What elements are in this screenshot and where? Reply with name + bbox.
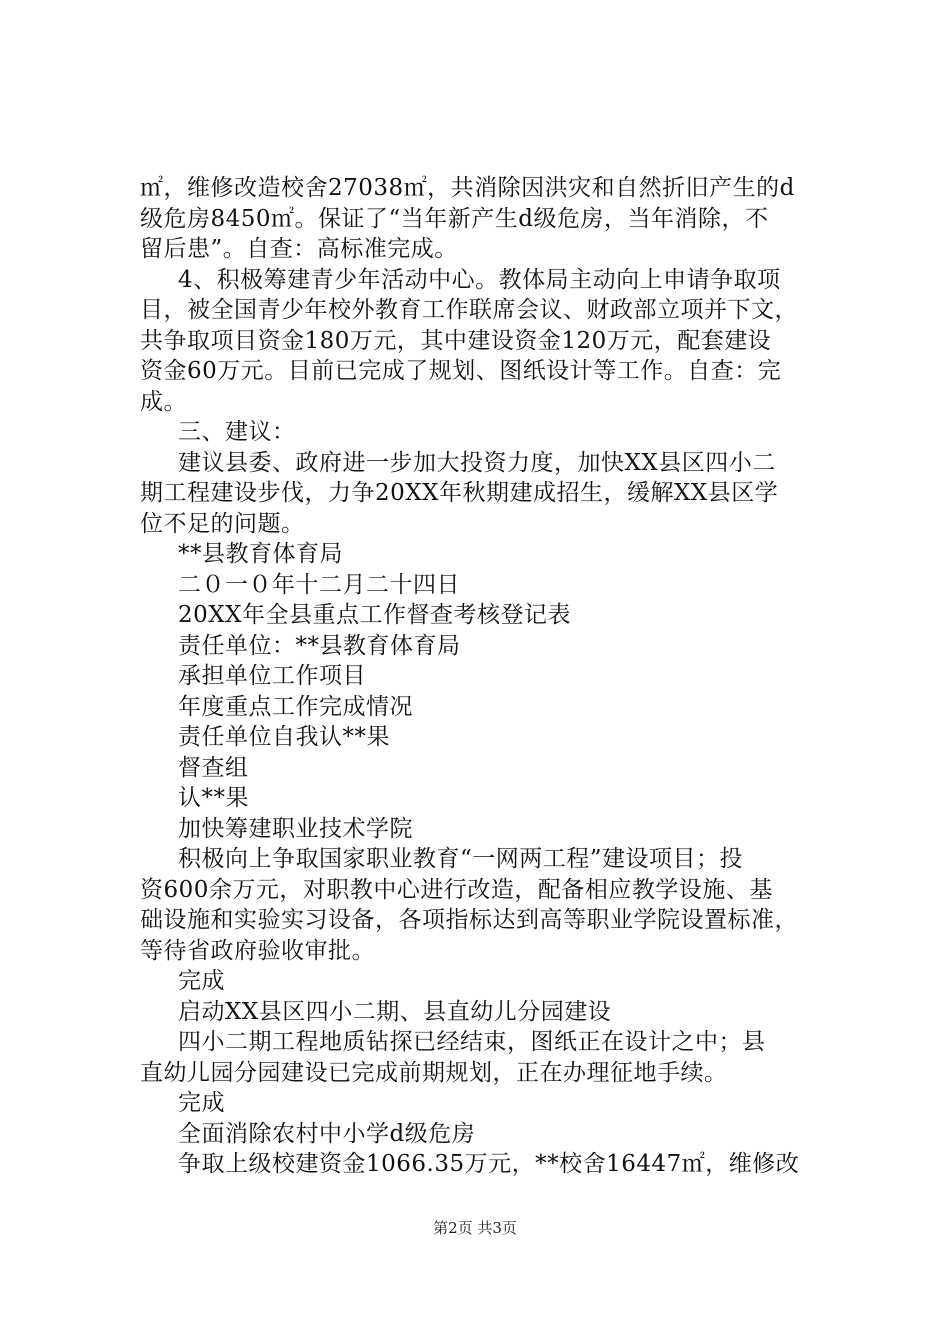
text-line: 全面消除农村中小学d级危房 (178, 1120, 476, 1147)
text-line: 级危房8450㎡。保证了“当年新产生d级危房，当年消除，不 (140, 205, 769, 232)
text-line: 共争取项目资金180万元，其中建设资金120万元，配套建设 (140, 327, 772, 354)
text-line: 等待省政府验收审批。 (140, 937, 375, 964)
text-line: 完成 (178, 1090, 225, 1116)
text-line: 争取上级校建资金1066.35万元，**校舍16447㎡，维修改 (178, 1151, 800, 1177)
text-line: 责任单位：**县教育体育局 (178, 632, 461, 659)
text-line: 20XX年全县重点工作督查考核登记表 (178, 602, 572, 628)
text-line: 启动XX县区四小二期、县直幼儿分园建设 (178, 998, 612, 1025)
page-footer: 第2页 共3页 (433, 1219, 517, 1237)
text-line: 年度重点工作完成情况 (178, 693, 413, 720)
text-line: 督查组 (178, 754, 249, 781)
text-line: 资金60万元。目前已完成了规划、图纸设计等工作。自查：完 (140, 358, 782, 384)
document-body (140, 173, 840, 1180)
text-line: 责任单位自我认**果 (178, 724, 390, 750)
text-line: 加快筹建职业技术学院 (178, 815, 413, 842)
text-line: 直幼儿园分园建设已完成前期规划，正在办理征地手续。 (140, 1059, 728, 1086)
text-line: 目，被全国青少年校外教育工作联席会议、财政部立项并下文， (140, 297, 798, 323)
text-line: 认**果 (178, 785, 249, 811)
text-line: 成。 (140, 388, 187, 415)
text-line: 积极向上争取国家职业教育“一网两工程”建设项目；投 (178, 846, 744, 872)
text-line: 位不足的问题。 (140, 510, 305, 537)
text-line: 4、积极筹建青少年活动中心。教体局主动向上申请争取项 (178, 266, 781, 293)
text-line: ㎡，维修改造校舍27038㎡，共消除因洪灾和自然折旧产生的d (140, 175, 795, 201)
text-line: 期工程建设步伐，力争20XX年秋期建成招生，缓解XX县区学 (140, 480, 779, 506)
text-line: 四小二期工程地质钻探已经结束，图纸正在设计之中；县 (178, 1029, 766, 1055)
text-line: 留后患”。自查：高标准完成。 (140, 236, 458, 262)
text-line: 完成 (178, 968, 225, 994)
text-line: 资600余万元，对职教中心进行改造，配备相应教学设施、基 (140, 876, 773, 903)
text-line: 础设施和实验实习设备，各项指标达到高等职业学院设置标准， (140, 907, 798, 933)
text-line: 建议县委、政府进一步加大投资力度，加快XX县区四小二 (178, 449, 776, 476)
text-line: 三、建议： (178, 419, 296, 445)
text-line: **县教育体育局 (178, 541, 343, 567)
text-line: 二０一０年十二月二十四日 (178, 571, 460, 598)
text-line: 承担单位工作项目 (178, 663, 366, 689)
